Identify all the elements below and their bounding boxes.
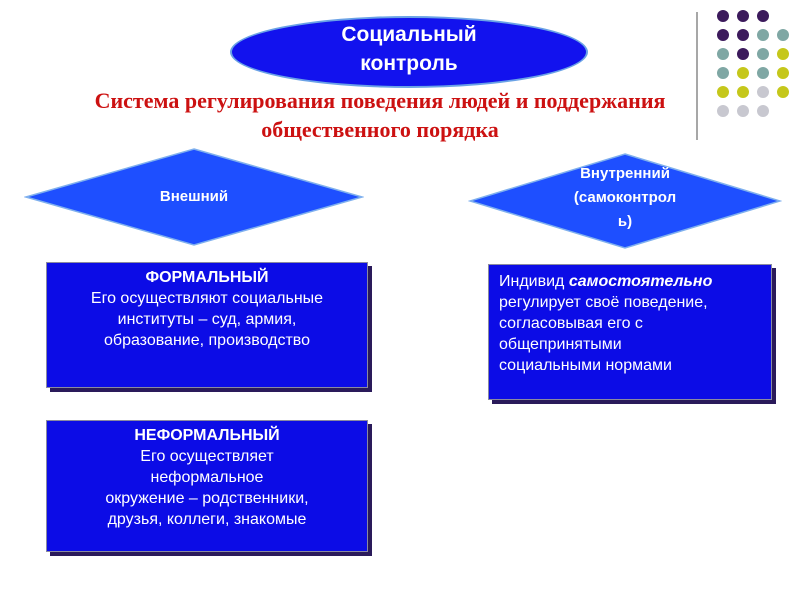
decorative-dot xyxy=(737,29,749,41)
decorative-dot xyxy=(737,48,749,60)
decorative-dot xyxy=(757,10,769,22)
formal-heading: ФОРМАЛЬНЫЙ xyxy=(145,269,269,286)
formal-line-1: Его осуществляют социальные xyxy=(90,290,324,307)
decorative-dot xyxy=(717,29,729,41)
self-control-line-1 xyxy=(499,271,763,292)
decorative-dot xyxy=(757,48,769,60)
informal-line-4: друзья, коллеги, знакомые xyxy=(107,511,307,528)
self-control-line-5: социальными нормами xyxy=(499,357,672,374)
internal-label-line-1: Внутренний xyxy=(580,165,670,182)
self-control-prefix: Индивид xyxy=(499,273,569,290)
decorative-dot xyxy=(757,29,769,41)
formal-line-2: институты – суд, армия, xyxy=(117,311,297,328)
self-control-line-3: согласовывая его с xyxy=(499,315,643,332)
formal-line-3: образование, производство xyxy=(104,332,310,349)
informal-heading: НЕФОРМАЛЬНЫЙ xyxy=(134,427,280,444)
decorative-dot xyxy=(757,86,769,98)
informal-line-2: неформальное xyxy=(150,469,264,486)
self-control-emphasis: самостоятельно xyxy=(568,273,713,290)
self-control-box xyxy=(488,264,772,400)
decorative-dot xyxy=(777,48,789,60)
title-line-1: Социальный xyxy=(341,23,477,46)
external-label: Внешний xyxy=(159,188,229,205)
decorative-dot xyxy=(757,105,769,117)
informal-line-3: окружение – родственники, xyxy=(105,490,309,507)
decorative-dot xyxy=(717,67,729,79)
decorative-dot xyxy=(717,48,729,60)
self-control-line-2: регулирует своё поведение, xyxy=(499,294,708,311)
decorative-dot xyxy=(737,67,749,79)
self-control-line-4: общепринятыми xyxy=(499,336,622,353)
subtitle-line-1: Система регулирования поведения людей и поддержания xyxy=(94,88,666,113)
decorative-dot xyxy=(737,10,749,22)
subtitle-line-2: общественного порядка xyxy=(261,117,499,142)
informal-line-1: Его осуществляет xyxy=(140,448,274,465)
informal-control-box xyxy=(46,420,368,552)
page-title xyxy=(230,20,588,78)
decorative-dot xyxy=(777,67,789,79)
definition-subtitle xyxy=(20,86,740,144)
internal-label-line-2: (самоконтрол xyxy=(573,189,677,206)
decorative-dot xyxy=(717,10,729,22)
decorative-dot xyxy=(757,67,769,79)
decorative-dot xyxy=(777,29,789,41)
title-line-2: контроль xyxy=(360,52,458,75)
internal-label-line-3: ь) xyxy=(617,213,633,230)
formal-control-box xyxy=(46,262,368,388)
internal-label xyxy=(468,162,782,234)
decorative-dot xyxy=(777,86,789,98)
